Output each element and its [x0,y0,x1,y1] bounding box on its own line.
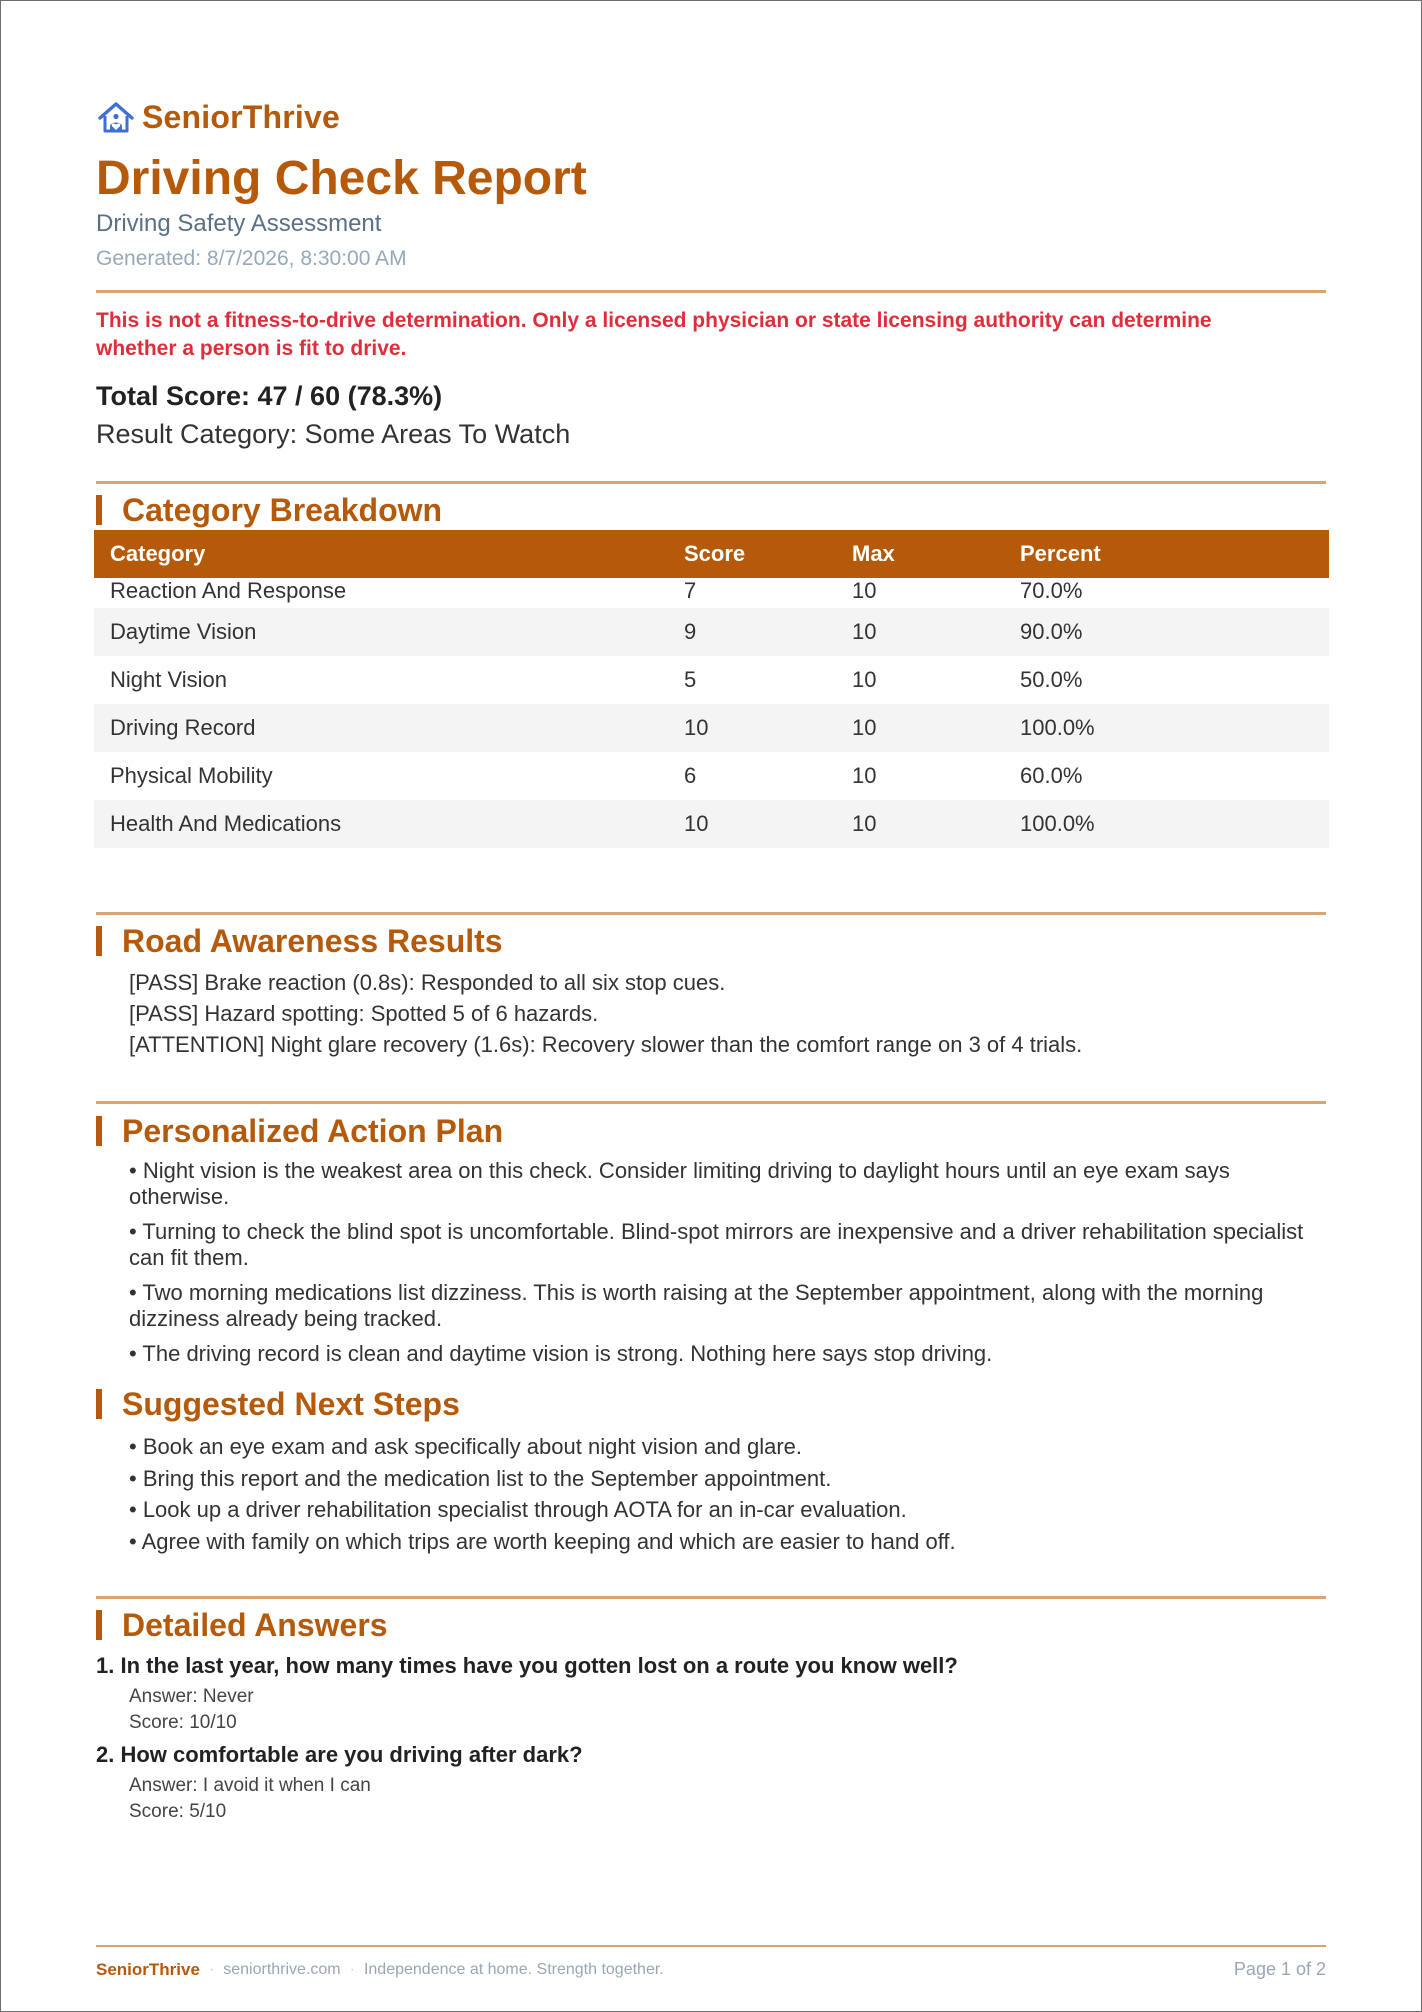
cell-score: 7 [684,578,697,603]
table-header-row [94,530,1329,578]
list-item: [PASS] Hazard spotting: Spotted 5 of 6 hazards. [129,1001,599,1026]
brand-name: SeniorThrive [142,99,341,135]
list-item: • Agree with family on which trips are worth keeping and which are easier to hand off. [129,1528,956,1554]
list-item: [ATTENTION] Night glare recovery (1.6s): Recovery slower than the comfort range on 3 of 4 trials. [129,1032,1083,1057]
divider [96,481,1326,484]
list-item: • The driving record is clean and daytime vision is strong. Nothing here says stop driving. [129,1341,993,1366]
cell-max: 10 [852,578,877,603]
section-heading-road-awareness [96,924,503,958]
column-header-category: Category [94,530,668,578]
divider [96,1101,1326,1104]
cell-category: Daytime Vision [94,608,668,656]
answer-block [129,1773,371,1825]
list-item: • Book an eye exam and ask specifically about night vision and glare. [129,1434,802,1459]
list-item: [PASS] Brake reaction (0.8s): Responded to all six stop cues. [129,970,726,995]
cell-category: Night Vision [110,667,227,692]
list-item: • Night vision is the weakest area on this check. Consider limiting driving to daylight hours until an eye exam says otherwise. [129,1158,1230,1209]
answer-block [129,1684,254,1736]
divider [96,290,1326,293]
cell-percent: 50.0% [1020,667,1083,692]
column-header-score: Score [668,530,836,578]
section-heading-text: Personalized Action Plan [122,1112,504,1149]
report-title: Driving Check Report [96,152,587,205]
cell-score: 10 [668,704,836,752]
cell-percent: 70.0% [1020,578,1083,603]
cell-percent: 100.0% [1004,704,1329,752]
cell-max: 10 [852,763,877,788]
cell-score: 6 [684,763,697,788]
cell-score: 5 [684,667,697,692]
page-footer [96,1959,1326,1980]
section-accent-bar [96,1610,102,1640]
footer-website: seniorthrive.com [223,1960,341,1978]
generated-timestamp: Generated: 8/7/2026, 8:30:00 AM [96,247,407,270]
cell-percent: 100.0% [1004,800,1329,848]
list-item: • Bring this report and the medication list to the September appointment. [129,1465,832,1491]
section-heading-category-breakdown [96,493,442,527]
cell-category: Physical Mobility [110,763,273,788]
report-subtitle: Driving Safety Assessment [96,210,382,237]
section-accent-bar [96,1389,102,1419]
list-item: • Turning to check the blind spot is uncomfortable. Blind-spot mirrors are inexpensive and a driver rehabilitation specialist can fit them. [129,1219,1304,1270]
cell-category: Health And Medications [94,800,668,848]
answer-text: Answer: Never [129,1686,254,1707]
cell-max: 10 [836,800,1004,848]
list-item: • Two morning medications list dizziness. This is worth raising at the September appointment, along with the morning dizziness already being tracked. [129,1280,1264,1331]
table-row [94,578,1329,608]
disclaimer-text: This is not a fitness-to-drive determination. Only a licensed physician or state licensing authority can determine whether a person is fit to drive. [96,309,1212,360]
answer-score: Score: 10/10 [129,1712,237,1733]
table-row [94,752,1329,800]
cell-category: Driving Record [94,704,668,752]
column-header-percent: Percent [1004,530,1329,578]
footer-brand: SeniorThrive [96,1959,200,1979]
list-item: • Look up a driver rehabilitation specialist through AOTA for an in-car evaluation. [129,1497,907,1522]
next-steps-list [129,1431,956,1557]
footer-tagline: Independence at home. Strength together. [363,1960,664,1978]
cell-max: 10 [836,608,1004,656]
section-heading-text: Road Awareness Results [122,922,503,959]
divider [96,912,1326,915]
section-accent-bar [96,926,102,956]
section-heading-text: Category Breakdown [122,491,443,528]
category-table [94,530,1329,848]
cell-score: 9 [668,608,836,656]
cell-max: 10 [836,704,1004,752]
cell-percent: 60.0% [1020,763,1083,788]
section-heading-text: Suggested Next Steps [122,1385,460,1422]
result-category: Result Category: Some Areas To Watch [96,419,571,449]
cell-category: Reaction And Response [110,578,347,603]
question-text: 1. In the last year, how many times have you gotten lost on a route you know well? [96,1653,958,1678]
divider [96,1596,1326,1599]
section-heading-text: Detailed Answers [122,1606,388,1643]
table-row [94,800,1329,848]
cell-score: 10 [668,800,836,848]
house-heart-icon [98,100,134,136]
footer-divider [96,1945,1326,1947]
section-heading-next-steps [96,1387,460,1421]
total-score: Total Score: 47 / 60 (78.3%) [96,381,443,411]
road-awareness-list [129,967,1082,1060]
section-heading-action-plan [96,1114,503,1148]
answer-text: Answer: I avoid it when I can [129,1775,371,1796]
question-text: 2. How comfortable are you driving after dark? [96,1742,583,1767]
answer-score: Score: 5/10 [129,1801,227,1822]
section-accent-bar [96,495,102,525]
brand-header [98,99,340,136]
table-row [94,608,1329,656]
cell-max: 10 [852,667,877,692]
footer-separator: · [349,1960,355,1978]
table-row [94,656,1329,704]
cell-percent: 90.0% [1004,608,1329,656]
section-heading-detailed-answers [96,1608,388,1642]
footer-separator: · [208,1960,215,1978]
page-number: Page 1 of 2 [1233,1959,1326,1979]
column-header-max: Max [836,530,1004,578]
report-content [96,1,1326,2011]
section-accent-bar [96,1116,102,1146]
table-row [94,704,1329,752]
action-plan-list [129,1158,1326,1376]
